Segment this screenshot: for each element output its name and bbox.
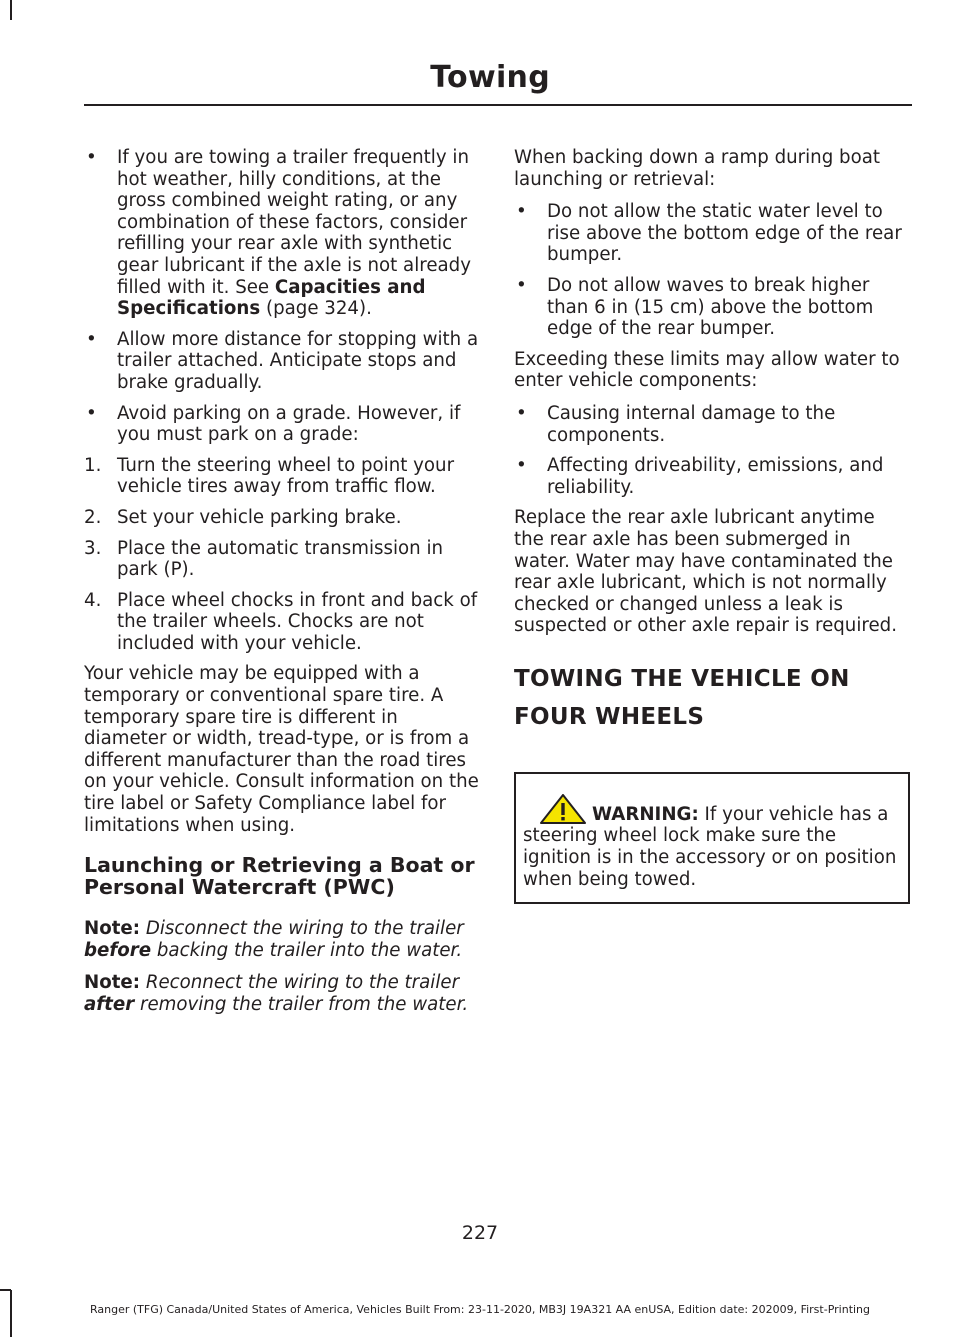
subsection-heading: Launching or Retrieving a Boat or Personal Watercraft (PWC) xyxy=(84,853,475,900)
note-text: removing the trailer from the water. xyxy=(139,994,469,1015)
list-item xyxy=(514,455,910,498)
warning-text: If your vehicle has a steering wheel lock make sure the ignition is in the accessory or on position when being towed. xyxy=(523,803,897,890)
list-item-text: Allow more distance for stopping with a trailer attached. Anticipate stops and brake gradually. xyxy=(117,328,479,393)
list-item-text: Causing internal damage to the components. xyxy=(547,402,836,446)
header-divider xyxy=(84,104,912,106)
section-heading-line: FOUR WHEELS xyxy=(514,703,705,730)
step-text: Turn the steering wheel to point your vehicle tires away from traffic flow. xyxy=(117,454,455,498)
exceeding-limits-paragraph: Exceeding these limits may allow water to enter vehicle components: xyxy=(514,348,900,392)
page-title: Towing xyxy=(430,60,550,95)
list-item xyxy=(84,403,479,446)
note-text: backing the trailer into the water. xyxy=(156,939,463,961)
note-paragraph xyxy=(84,972,479,1015)
boat-launch-intro: When backing down a ramp during boat launching or retrieval: xyxy=(514,147,880,190)
bullet-marker: • xyxy=(516,201,527,223)
note-text: Reconnect the wiring to the trailer xyxy=(145,972,460,994)
crop-mark-bottom-left-horizontal xyxy=(0,1289,11,1291)
spare-tire-paragraph: Your vehicle may be equipped with a temporary or conventional spare tire. A temporary spare tire is different in diameter or width, tread-type, or is from a different manufacturer than the road tires on your vehicle. Consult information on the tire label or Safety Compliance label for limitations when using. xyxy=(84,663,479,836)
bullet-marker: • xyxy=(86,328,97,350)
bullet-marker: • xyxy=(516,455,527,477)
step-number: 2. xyxy=(84,506,102,528)
warning-triangle-icon xyxy=(540,794,586,824)
step-number: 1. xyxy=(84,454,102,476)
left-column xyxy=(84,147,479,1027)
step-item xyxy=(84,455,479,498)
right-column xyxy=(514,147,910,904)
list-item xyxy=(514,201,910,266)
list-item-text: Do not allow the static water level to rise above the bottom edge of the rear bumper. xyxy=(547,201,902,266)
list-item xyxy=(514,403,910,446)
page-reference: (page 324). xyxy=(260,298,372,320)
replace-lubricant-paragraph: Replace the rear axle lubricant anytime the rear axle has been submerged in water. Water may have contaminated the rear axle lubricant, which is not normally checked or changed unless a leak is suspected or other axle repair is required. xyxy=(514,507,897,637)
section-heading-line: TOWING THE VEHICLE ON xyxy=(514,665,850,692)
step-text: Place the automatic transmission in park (P). xyxy=(117,537,444,581)
section-heading xyxy=(514,664,910,732)
bullet-marker: • xyxy=(516,274,527,296)
list-item-text: Affecting driveability, emissions, and reliability. xyxy=(547,455,884,498)
step-text: Set your vehicle parking brake. xyxy=(117,506,402,528)
step-item xyxy=(84,590,479,655)
list-item xyxy=(514,275,910,340)
note-label: Note: xyxy=(84,918,141,940)
step-text: Place wheel chocks in front and back of the trailer wheels. Chocks are not included with your vehicle. xyxy=(117,589,478,654)
list-item-text: Do not allow waves to break higher than 6 in (15 cm) above the bottom edge of the rear bumper. xyxy=(547,274,874,340)
list-item-text: Avoid parking on a grade. However, if you must park on a grade: xyxy=(117,402,461,446)
note-text: Disconnect the wiring to the trailer xyxy=(145,918,464,940)
step-number: 4. xyxy=(84,589,102,611)
list-item xyxy=(84,147,479,320)
bullet-marker: • xyxy=(86,402,97,424)
crop-mark-top-left xyxy=(10,0,12,20)
step-item xyxy=(84,507,479,529)
warning-box xyxy=(514,772,910,904)
bullet-marker: • xyxy=(516,402,527,424)
footer-edition-text: Ranger (TFG) Canada/United States of America, Vehicles Built From: 23-11-2020, MB3J 19A321 AA enUSA, Edition date: 202009, First-Printing xyxy=(89,1303,871,1316)
note-emphasis: before xyxy=(84,939,152,961)
note-emphasis: after xyxy=(84,994,135,1015)
list-item xyxy=(84,329,479,394)
step-number: 3. xyxy=(84,537,102,559)
step-item xyxy=(84,538,479,581)
bullet-marker: • xyxy=(86,147,97,168)
page-number: 227 xyxy=(461,1222,499,1244)
warning-label: WARNING: xyxy=(592,803,699,825)
cross-reference-link[interactable]: Capacities and Specifications xyxy=(117,276,426,320)
note-paragraph xyxy=(84,918,479,961)
list-item-text: If you are towing a trailer frequently in hot weather, hilly conditions, at the gross combined weight rating, or any combination of these factors, consider refilling your rear axle with synthetic gear lubricant if the axle is not already filled with it. See xyxy=(117,147,471,298)
note-label: Note: xyxy=(84,972,141,994)
